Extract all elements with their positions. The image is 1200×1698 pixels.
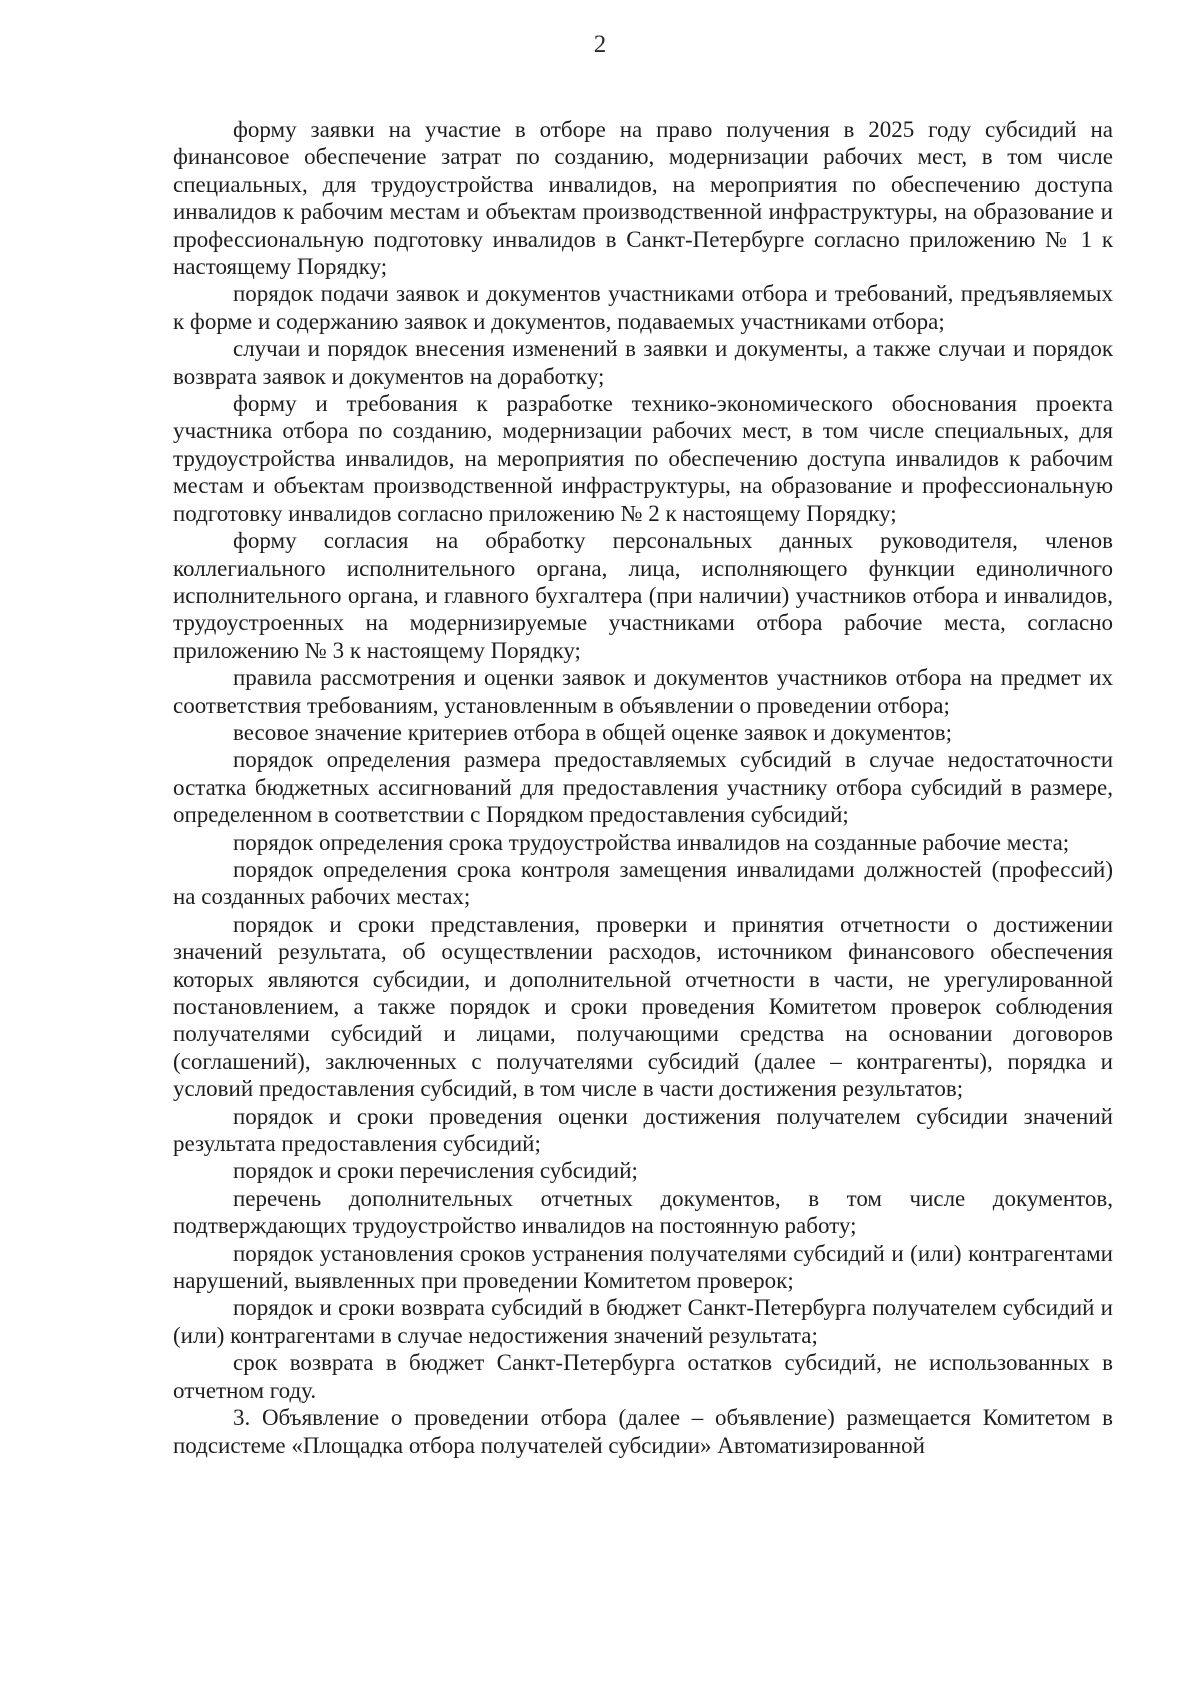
document-body — [173, 116, 1113, 1459]
paragraph-control-term: порядок определения срока контроля замещения инвалидами должностей (профессий) на созданных рабочих местах; — [173, 856, 1113, 910]
paragraph-subsidy-size: порядок определения размера предоставляемых субсидий в случае недостаточности остатка бюджетных ассигнований для предоставления участнику отбора субсидий в размере, определенном в соответствии с Порядком предоставления субсидий; — [173, 747, 1113, 828]
paragraph-amendment-cases: случаи и порядок внесения изменений в заявки и документы, а также случаи и порядок возврата заявок и документов на доработку; — [173, 336, 1113, 389]
paragraph-employment-term: порядок определения срока трудоустройства инвалидов на созданные рабочие места; — [233, 829, 1070, 855]
page-number: 2 — [593, 31, 607, 58]
paragraph-criteria-weight: весовое значение критериев отбора в общей оценке заявок и документов; — [233, 719, 953, 745]
paragraph-submission-procedure: порядок подачи заявок и документов участниками отбора и требований, предъявляемых к форме и содержанию заявок и документов, подаваемых участниками отбора; — [173, 281, 1113, 334]
paragraph-application-form: форму заявки на участие в отборе на право получения в 2025 году субсидий на финансовое обеспечение затрат по созданию, модернизации рабочих мест, в том числе специальных, для трудоустройства инвалидов, на мероприятия по обеспечению доступа инвалидов к рабочим местам и объектам производственной инфраструктуры, на образование и профессиональную подготовку инвалидов в Санкт-Петербурге согласно приложению № 1 к настоящему Порядку; — [173, 117, 1113, 280]
paragraph-additional-documents: перечень дополнительных отчетных документов, в том числе документов, подтверждающих трудоустройство инвалидов на постоянную работу; — [173, 1185, 1113, 1239]
paragraph-evaluation-rules: правила рассмотрения и оценки заявок и документов участников отбора на предмет их соответствия требованиям, установленным в объявлении о проведении отбора; — [173, 665, 1113, 718]
paragraph-achievement-evaluation: порядок и сроки проведения оценки достижения получателем субсидии значений результата предоставления субсидий; — [173, 1103, 1113, 1157]
paragraph-personal-data-consent: форму согласия на обработку персональных данных руководителя, членов коллегиального исполнительного органа, лица, исполняющего функции единоличного исполнительного органа, и главного бухгалтера (при наличии) участников отбора и инвалидов, трудоустроенных на модернизируемые участниками отбора рабочие места, согласно приложению № 3 к настоящему Порядку; — [173, 528, 1113, 663]
paragraph-feasibility-study-form: форму и требования к разработке технико-экономического обоснования проекта участника отбора по созданию, модернизации рабочих мест, в том числе специальных, для трудоустройства инвалидов, на мероприятия по обеспечению доступа инвалидов к рабочим местам и объектам производственной инфраструктуры, на образование и профессиональную подготовку инвалидов согласно приложению № 2 к настоящему Порядку; — [173, 391, 1113, 526]
paragraph-announcement: 3. Объявление о проведении отбора (далее – объявление) размещается Комитетом в подсистеме «Площадка отбора получателей субсидии» Автоматизированной — [173, 1405, 1113, 1458]
paragraph-violation-deadlines: порядок установления сроков устранения получателями субсидий и (или) контрагентами нарушений, выявленных при проведении Комитетом проверок; — [173, 1240, 1113, 1294]
paragraph-remainder-return: срок возврата в бюджет Санкт-Петербурга остатков субсидий, не использованных в отчетном году. — [173, 1350, 1113, 1403]
paragraph-transfer-procedure: порядок и сроки перечисления субсидий; — [233, 1158, 638, 1184]
paragraph-reporting-procedure: порядок и сроки представления, проверки и принятия отчетности о достижении значений результата, об осуществлении расходов, источником финансового обеспечения которых являются субсидии, и дополнительной отчетности в части, не урегулированной постановлением, а также порядок и сроки проведения Комитетом проверок соблюдения получателями субсидий и лицами, получающими средства на основании договоров (соглашений), заключенных с получателями субсидий (далее – контрагенты), порядка и условий предоставления субсидий, в том числе в части достижения результатов; — [173, 911, 1113, 1102]
paragraph-subsidy-return: порядок и сроки возврата субсидий в бюджет Санкт-Петербурга получателем субсидий и (или) контрагентами в случае недостижения значений результата; — [173, 1295, 1113, 1348]
